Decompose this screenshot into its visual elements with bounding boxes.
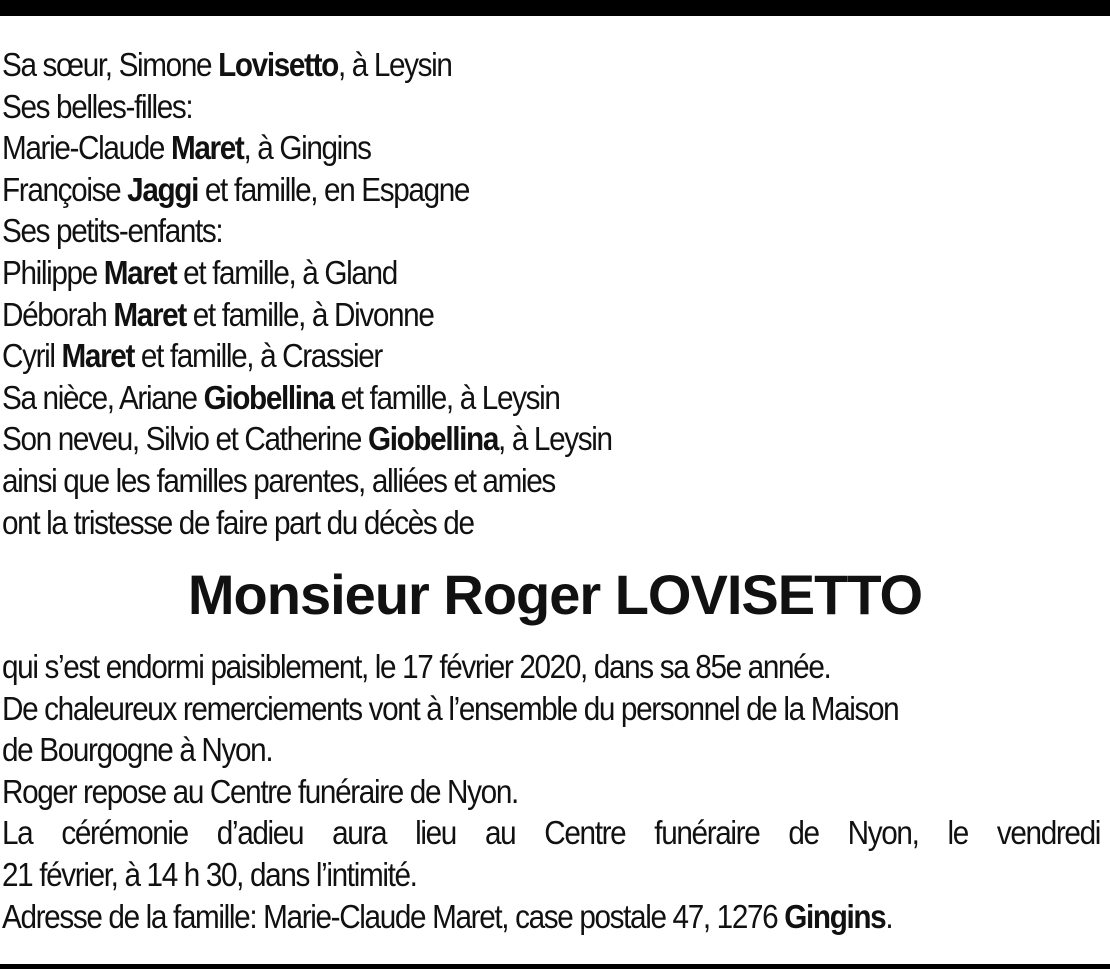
family-surname: Jaggi [127,170,198,208]
line-text: La cérémonie d’adieu aura lieu au Centre funéraire de Nyon, le vendredi [2,814,1100,852]
top-rule [0,0,1110,16]
line-text: Ses petits-enfants: [2,212,223,250]
detail-line [2,896,992,938]
line-text: Philippe [2,253,104,291]
line-text: Déborah [2,295,114,333]
family-line [2,86,992,128]
family-line [2,210,992,252]
line-text: , à Leysin [498,420,612,458]
family-list [2,44,1102,543]
family-line [2,44,992,86]
detail-line [2,812,1100,854]
line-text: Sa nièce, Ariane [2,378,204,416]
bottom-rule [0,964,1110,969]
family-surname: Giobellina [367,420,499,458]
family-line [2,252,992,294]
family-surname: Giobellina [203,378,334,416]
family-line [2,460,992,502]
family-surname: Lovisetto [218,46,338,83]
family-line [2,377,992,419]
line-text: Marie-Claude [2,129,171,167]
family-line [2,502,992,544]
family-surname: Maret [103,253,177,291]
line-text: De chaleureux remerciements vont à l’ensemble du personnel de la Maison [2,689,899,727]
line-text: qui s’est endormi paisiblement, le 17 février 2020, dans sa 85e année. [2,648,831,685]
details-block [2,646,1102,937]
line-text: et famille, en Espagne [197,170,470,208]
deceased-name: Monsieur Roger LOVISETTO [187,563,923,626]
line-text: . [885,897,893,935]
family-surname: Maret [61,337,135,375]
line-text: Son neveu, Silvio et Catherine [2,420,368,458]
line-text: Adresse de la famille: Marie-Claude Maret, case postale 47, 1276 [2,897,785,935]
line-text: Sa sœur, Simone [2,46,219,83]
detail-line [2,729,992,771]
line-text: Ses belles-filles: [2,87,193,125]
family-line [2,418,992,460]
line-text: Françoise [2,170,128,208]
detail-line [2,854,992,896]
line-text: 21 février, à 14 h 30, dans l’intimité. [2,855,417,893]
family-surname: Maret [170,129,244,167]
line-text: Cyril [2,337,62,375]
line-text: , à Leysin [337,46,452,83]
line-text: et famille, à Crassier [134,337,382,375]
detail-line [2,646,992,688]
detail-line [2,771,992,813]
family-line [2,169,992,211]
line-text: et famille, à Divonne [185,295,434,333]
line-text: , à Gingins [243,129,371,167]
line-text: Roger repose au Centre funéraire de Nyon. [2,772,518,810]
family-surname: Maret [113,295,186,333]
line-text: ainsi que les familles parentes, alliées et amies [2,461,555,499]
line-text: et famille, à Leysin [333,378,560,416]
line-text: de Bourgogne à Nyon. [2,731,273,769]
family-line [2,294,992,336]
family-line [2,335,992,377]
bold-word: Gingins [784,897,886,935]
line-text: et famille, à Gland [176,253,397,291]
line-text: ont la tristesse de faire part du décès de [2,503,474,541]
family-line [2,127,992,169]
detail-line [2,688,992,730]
